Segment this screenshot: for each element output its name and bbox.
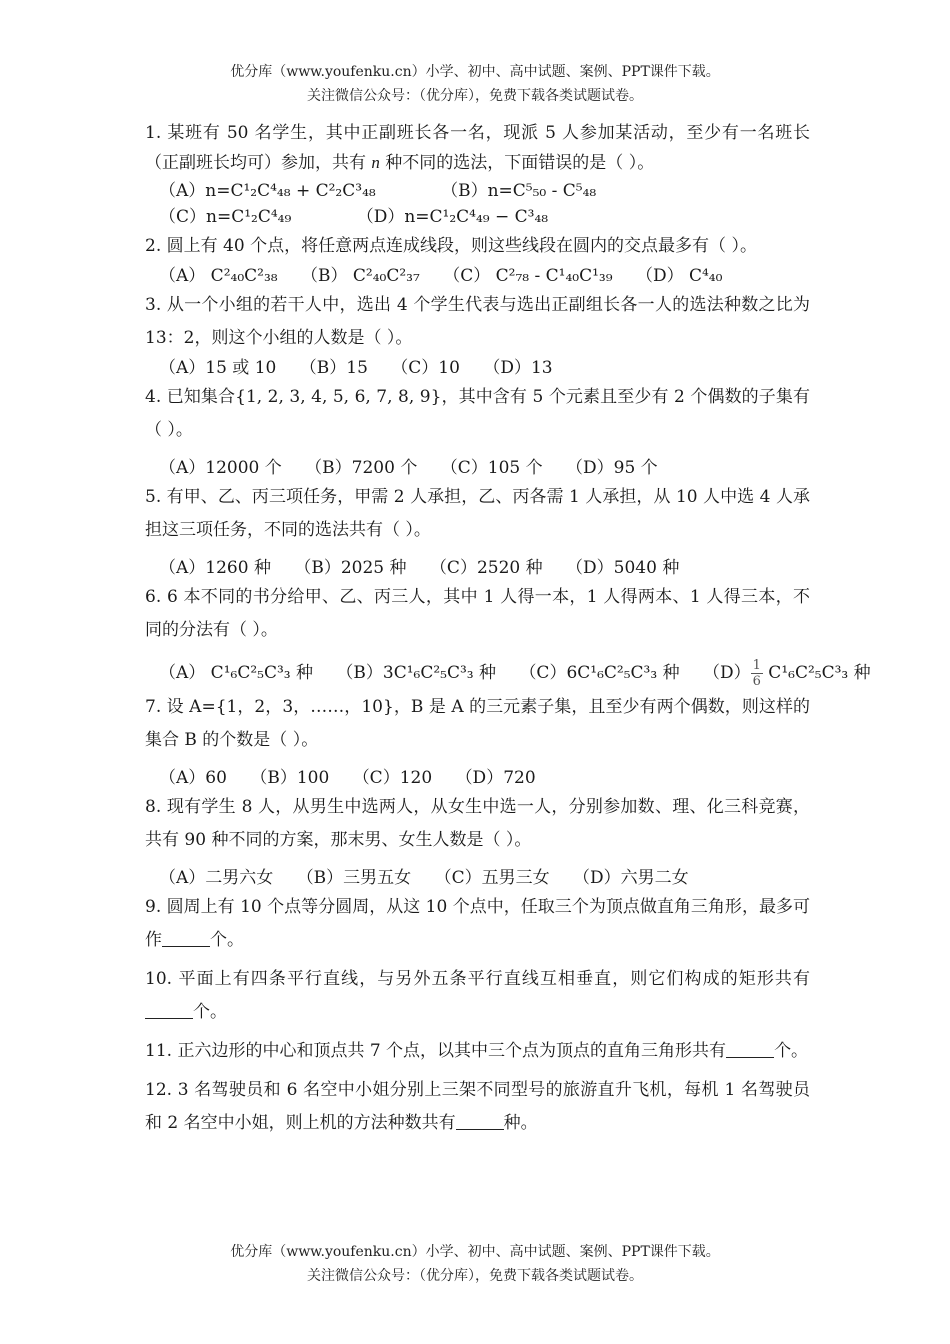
q8-option-c: （C）五男三女 (434, 868, 550, 888)
answer-blank[interactable] (145, 1000, 193, 1019)
q3-option-b: （B）15 (299, 358, 368, 378)
question-8-options (159, 865, 810, 891)
footer-line-1: 优分库（www.youfenku.cn）小学、初中、高中试题、案例、PPT课件下载。 (230, 1244, 720, 1260)
question-7-options (159, 765, 810, 791)
q4-option-b: （B）7200 个 (305, 458, 418, 478)
question-1-options-row-1 (159, 178, 810, 204)
q8-option-d: （D）六男二女 (573, 868, 689, 888)
question-1-options-row-2 (159, 204, 810, 230)
question-3-options (159, 355, 810, 381)
answer-blank[interactable] (456, 1111, 504, 1130)
question-list (145, 118, 871, 1140)
header-line-2: 关注微信公众号：（优分库），免费下载各类试题试卷。 (307, 88, 643, 104)
q3-option-c: （C）10 (391, 358, 460, 378)
q4-option-d: （D）95 个 (566, 458, 658, 478)
q2-option-c: （C） C²₇₈ - C¹₄₀C¹₃₉ (443, 266, 613, 286)
question-6: 6. 6 本不同的书分给甲、乙、丙三人，其中 1 人得一本，1 人得两本、1 人得三本，不同的分法有（ ）。 (145, 587, 810, 640)
answer-blank[interactable] (726, 1039, 774, 1058)
q5-option-c: （C）2520 种 (429, 558, 543, 578)
question-8: 8. 现有学生 8 人，从男生中选两人，从女生中选一人，分别参加数、理、化三科竞赛，共有 90 种不同的方案，那末男、女生人数是（ ）。 (145, 797, 810, 850)
q1-option-d: （D）n=C¹₂C⁴₄₉ − C³₄₈ (356, 207, 549, 227)
q5-option-d: （D）5040 种 (566, 558, 680, 578)
q4-option-c: （C）105 个 (440, 458, 543, 478)
q3-option-d: （D）13 (483, 358, 553, 378)
q1-option-c: （C）n=C¹₂C⁴₄₉ (159, 207, 292, 227)
q7-option-b: （B）100 (250, 768, 330, 788)
question-4-options (159, 455, 810, 481)
q1-option-b: （B）n=C⁵₅₀ - C⁵₄₈ (441, 181, 597, 201)
question-3: 3. 从一个小组的若干人中，选出 4 个学生代表与选出正副组长各一人的选法种数之比为 13：2，则这个小组的人数是（ ）。 (145, 295, 810, 348)
question-12: 12. 3 名驾驶员和 6 名空中小姐分别上三架不同型号的旅游直升飞机，每机 1 名驾驶员和 2 名空中小姐，则上机的方法种数共有 种。 (145, 1080, 810, 1133)
question-1: 1. 某班有 50 名学生，其中正副班长各一名，现派 5 人参加某活动，至少有一名班长（正副班长均可）参加，共有 n 种不同的选法，下面错误的是（ ）。 (145, 123, 810, 173)
q8-option-b: （B）三男五女 (296, 868, 412, 888)
question-7: 7. 设 A={1，2，3，……，10}，B 是 A 的三元素子集，且至少有两个偶数，则这样的集合 B 的个数是（ ）。 (145, 697, 810, 750)
q2-option-a: （A） C²₄₀C²₃₈ (159, 266, 278, 286)
header-line-1: 优分库（www.youfenku.cn）小学、初中、高中试题、案例、PPT课件下载。 (230, 64, 720, 80)
q7-option-c: （C）120 (352, 768, 433, 788)
fraction-one-sixth: $\frac{1}{6}$ (752, 658, 761, 689)
question-5-options (159, 555, 810, 581)
q6-option-c: （C）6C¹₆C²₅C³₃ 种 (519, 663, 680, 683)
question-5: 5. 有甲、乙、丙三项任务，甲需 2 人承担，乙、丙各需 1 人承担，从 10 人中选 4 人承担这三项任务，不同的选法共有（ ）。 (145, 487, 810, 540)
question-4: 4. 已知集合{1, 2, 3, 4, 5, 6, 7, 8, 9}，其中含有 5 个元素且至少有 2 个偶数的子集有（ ）。 (145, 387, 810, 440)
question-10: 10. 平面上有四条平行直线，与另外五条平行直线互相垂直，则它们构成的矩形共有个。 (145, 969, 810, 1022)
q2-option-b: （B） C²₄₀C²₃₇ (301, 266, 420, 286)
q4-option-a: （A）12000 个 (159, 458, 282, 478)
q7-option-d: （D）720 (455, 768, 536, 788)
q5-option-b: （B）2025 种 (294, 558, 407, 578)
q8-option-a: （A）二男六女 (159, 868, 274, 888)
answer-blank[interactable] (162, 928, 210, 947)
q7-option-a: （A）60 (159, 768, 227, 788)
question-9: 9. 圆周上有 10 个点等分圆周，从这 10 个点中，任取三个为顶点做直角三角形，最多可作 个。 (145, 897, 810, 950)
footer-line-2: 关注微信公众号：（优分库），免费下载各类试题试卷。 (307, 1268, 643, 1284)
question-6-options (159, 655, 871, 691)
q6-option-d: （D） $\frac{1}{6}$ C¹₆C²₅C³₃ 种 (702, 658, 871, 689)
question-11: 11. 正六边形的中心和顶点共 7 个点，以其中三个点为顶点的直角三角形共有 个。 (145, 1041, 809, 1061)
q6-option-b: （B）3C¹₆C²₅C³₃ 种 (336, 663, 497, 683)
page-footer (0, 1240, 950, 1288)
q1-option-a: （A）n=C¹₂C⁴₄₈ + C²₂C³₄₈ (159, 181, 376, 201)
q3-option-a: （A）15 或 10 (159, 358, 277, 378)
question-2-options (159, 263, 810, 289)
q5-option-a: （A）1260 种 (159, 558, 271, 578)
q2-option-d: （D） C⁴₄₀ (635, 266, 723, 286)
question-2: 2. 圆上有 40 个点，将任意两点连成线段，则这些线段在圆内的交点最多有（ ）。 (145, 236, 757, 256)
q6-option-a: （A） C¹₆C²₅C³₃ 种 (159, 663, 313, 683)
page-header (0, 60, 950, 108)
